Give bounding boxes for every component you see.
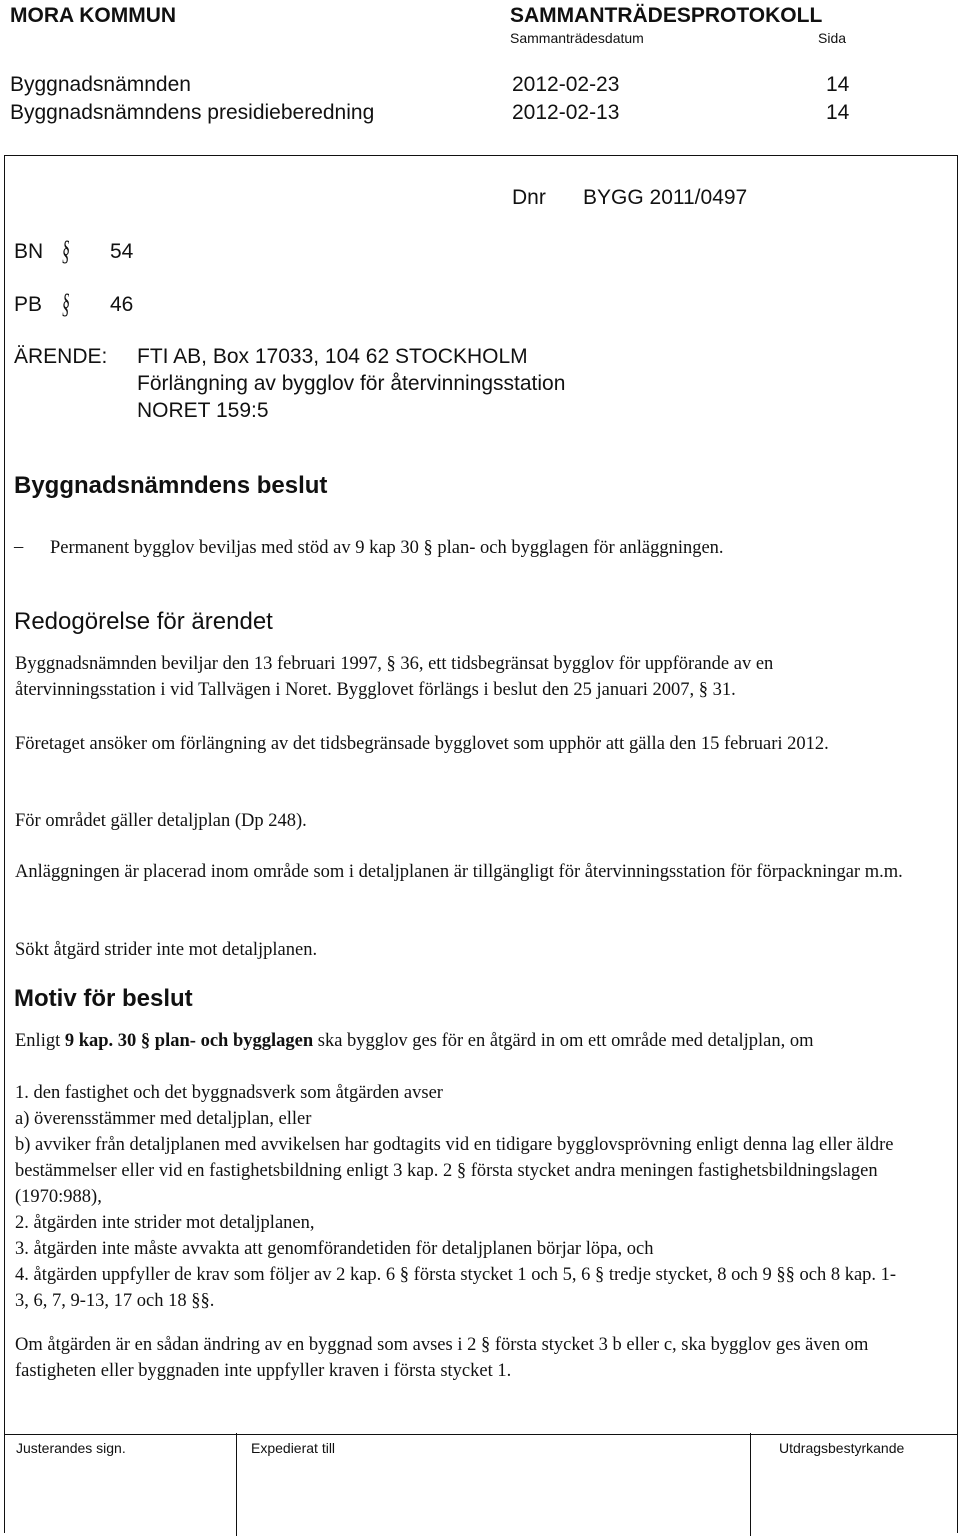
expedierat-till-label: Expedierat till	[251, 1440, 336, 1456]
dnr-value: BYGG 2011/0497	[583, 186, 748, 209]
justerandes-sign-label: Justerandes sign.	[16, 1440, 126, 1456]
meeting-date: 2012-02-13	[512, 101, 620, 124]
motiv-intro	[15, 1028, 905, 1054]
body-paragraph: För området gäller detaljplan (Dp 248).	[15, 811, 307, 831]
condition-line: 2. åtgärden inte strider mot detaljplanen,	[15, 1213, 315, 1233]
utdragsbestyrkande-label: Utdragsbestyrkande	[779, 1440, 905, 1456]
section-symbol: §	[62, 289, 70, 320]
committee-name: Byggnadsnämndens presidieberedning	[10, 101, 375, 124]
arende-line: FTI AB, Box 17033, 104 62 STOCKHOLM	[137, 345, 528, 368]
intro-text: ska bygglov ges för en åtgärd in om ett område med detaljplan, om	[313, 1031, 814, 1051]
arende-line: NORET 159:5	[137, 399, 269, 422]
condition-line: 1. den fastighet och det byggnadsverk som åtgärden avser	[15, 1083, 443, 1103]
arende-line: Förlängning av bygglov för återvinningsstation	[137, 372, 566, 395]
section-number: 46	[110, 293, 134, 316]
condition-line: a) överensstämmer med detaljplan, eller	[15, 1109, 312, 1129]
committee-name: Byggnadsnämnden	[10, 73, 191, 96]
motiv-heading: Motiv för beslut	[14, 985, 193, 1012]
dnr-label: Dnr	[512, 186, 546, 209]
arende-label: ÄRENDE:	[14, 345, 108, 368]
beslut-heading: Byggnadsnämndens beslut	[14, 472, 328, 499]
condition-line: 4. åtgärden uppfyller de krav som följer av 2 kap. 6 § första stycket 1 och 5, 6 § tredje stycket, 8 och 9 §§ och 8 kap. 1-3, 6, 7, 9-13, 17 och 18 §§.	[15, 1265, 897, 1311]
body-paragraph: Sökt åtgärd strider inte mot detaljplanen.	[15, 940, 318, 960]
law-reference: 9 kap. 30 § plan- och bygglagen	[64, 1031, 314, 1051]
page-column-label: Sida	[818, 30, 847, 46]
footer-divider	[236, 1433, 237, 1536]
section-abbr: BN	[14, 240, 44, 263]
section-abbr: PB	[14, 293, 43, 316]
page-number: 14	[826, 101, 850, 124]
body-paragraph: Byggnadsnämnden beviljar den 13 februari 1997, § 36, ett tidsbegränsat bygglov för uppförande av en återvinningsstation i vid Tallvägen i Noret. Bygglovet förlängs i beslut den 25 januari 2007, § 31.	[15, 654, 774, 700]
condition-line: 3. åtgärden inte måste avvakta att genomförandetiden för detaljplanen börjar löpa, och	[15, 1239, 654, 1259]
final-paragraph: Om åtgärden är en sådan ändring av en byggnad som avses i 2 § första stycket 3 b eller c, ska bygglov ges även om fastigheten eller byggnaden inte uppfyller kraven i första stycket 1.	[15, 1335, 869, 1381]
footer-divider	[750, 1433, 751, 1536]
organization-name: MORA KOMMUN	[10, 4, 177, 27]
page-number: 14	[826, 73, 850, 96]
redogorelse-heading: Redogörelse för ärendet	[14, 608, 273, 635]
section-number: 54	[110, 240, 134, 263]
beslut-text: Permanent bygglov beviljas med stöd av 9 kap 30 § plan- och bygglagen för anläggningen.	[50, 538, 724, 558]
condition-line: b) avviker från detaljplanen med avvikelsen har godtagits vid en tidigare bygglovsprövning enligt denna lag eller äldre bestämmelser eller vid en fastighetsbildning enligt 3 kap. 2 § första stycket andra meningen fastighetsbildningslagen (1970:988),	[15, 1135, 894, 1207]
section-symbol: §	[62, 236, 70, 267]
body-paragraph: Företaget ansöker om förlängning av det tidsbegränsade bygglovet som upphör att gälla den 15 februari 2012.	[15, 734, 829, 754]
body-paragraph: Anläggningen är placerad inom område som i detaljplanen är tillgängligt för återvinningsstation för förpackningar m.m.	[15, 862, 903, 882]
intro-text: Enligt	[15, 1031, 65, 1051]
document-type: SAMMANTRÄDESPROTOKOLL	[510, 4, 823, 27]
dash-bullet: –	[14, 537, 24, 557]
meeting-date: 2012-02-23	[512, 73, 620, 96]
date-column-label: Sammanträdesdatum	[510, 30, 644, 46]
